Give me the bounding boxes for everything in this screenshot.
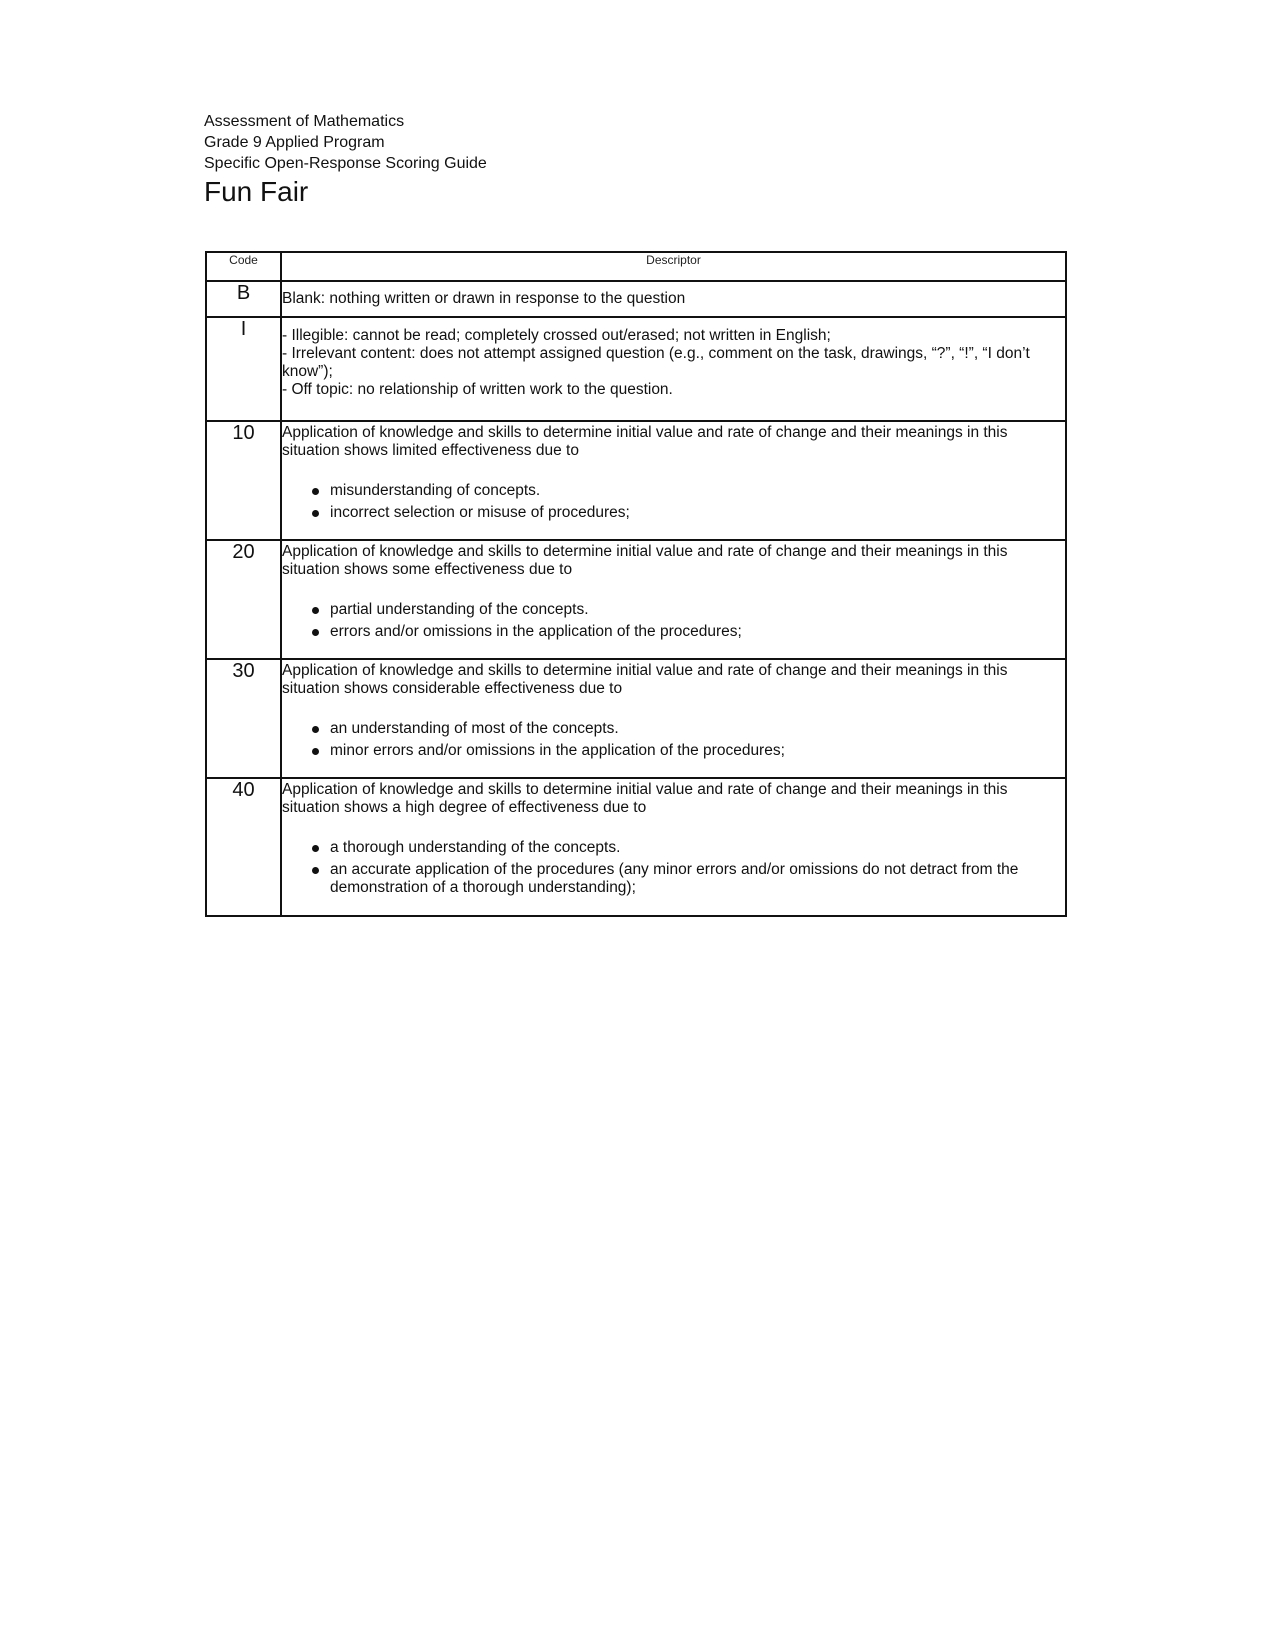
score-code: I [206,317,281,421]
bullet-text: incorrect selection or misuse of procedures; [330,504,630,521]
score-code: B [206,281,281,317]
bullet-text: a thorough understanding of the concepts. [330,839,621,856]
descriptor-cell [281,421,1066,540]
descriptor-line: - Off topic: no relationship of written work to the question. [282,381,673,398]
score-code: 30 [206,659,281,778]
list-item [312,504,1065,522]
table-header-row [206,252,1066,281]
descriptor-intro: Application of knowledge and skills to determine initial value and rate of change and their meanings in this situation shows limited effectiveness due to [282,424,1008,459]
bullet-icon [312,845,319,852]
document-header [204,111,487,209]
list-item [312,861,1065,897]
descriptor-cell [281,317,1066,421]
descriptor-cell [281,778,1066,916]
list-item [312,482,1065,500]
descriptor-cell [281,540,1066,659]
bullet-icon [312,510,319,517]
table-row [206,540,1066,659]
descriptor-cell [281,659,1066,778]
column-header-descriptor: Descriptor [281,252,1066,281]
bullet-text: an understanding of most of the concepts. [330,720,619,737]
bullet-text: an accurate application of the procedures (any minor errors and/or omissions do not detract from the demonstration of a thorough understanding); [330,861,1019,896]
list-item [312,623,1065,641]
bullet-icon [312,629,319,636]
table-row [206,421,1066,540]
bullet-text: minor errors and/or omissions in the application of the procedures; [330,742,785,759]
bullet-icon [312,607,319,614]
descriptor-intro: Application of knowledge and skills to determine initial value and rate of change and their meanings in this situation shows a high degree of effectiveness due to [282,781,1008,816]
assessment-name: Assessment of Mathematics [204,113,405,130]
score-code: 40 [206,778,281,916]
bullet-text: misunderstanding of concepts. [330,482,541,499]
score-code: 20 [206,540,281,659]
score-code: 10 [206,421,281,540]
descriptor-line: - Irrelevant content: does not attempt assigned question (e.g., comment on the task, drawings, “?”, “!”, “I don’t know”); [282,345,1030,380]
page-title: Fun Fair [204,176,309,207]
bullet-text: partial understanding of the concepts. [330,601,589,618]
table-row [206,281,1066,317]
descriptor-intro: Application of knowledge and skills to determine initial value and rate of change and their meanings in this situation shows considerable effectiveness due to [282,662,1008,697]
descriptor-bullets [282,839,1065,897]
list-item [312,601,1065,619]
bullet-text: errors and/or omissions in the application of the procedures; [330,623,742,640]
bullet-icon [312,488,319,495]
grade-program: Grade 9 Applied Program [204,134,385,151]
list-item [312,742,1065,760]
list-item [312,839,1065,857]
bullet-icon [312,867,319,874]
bullet-icon [312,748,319,755]
column-header-code: Code [206,252,281,281]
descriptor-bullets [282,601,1065,641]
descriptor-text: Blank: nothing written or drawn in response to the question [281,281,1066,317]
descriptor-bullets [282,482,1065,522]
guide-type: Specific Open-Response Scoring Guide [204,155,487,172]
table-row [206,778,1066,916]
descriptor-intro: Application of knowledge and skills to determine initial value and rate of change and their meanings in this situation shows some effectiveness due to [282,543,1008,578]
scoring-guide-table [205,251,1067,917]
table-row [206,317,1066,421]
table-row [206,659,1066,778]
list-item [312,720,1065,738]
descriptor-line: - Illegible: cannot be read; completely crossed out/erased; not written in English; [282,327,831,344]
descriptor-bullets [282,720,1065,760]
bullet-icon [312,726,319,733]
